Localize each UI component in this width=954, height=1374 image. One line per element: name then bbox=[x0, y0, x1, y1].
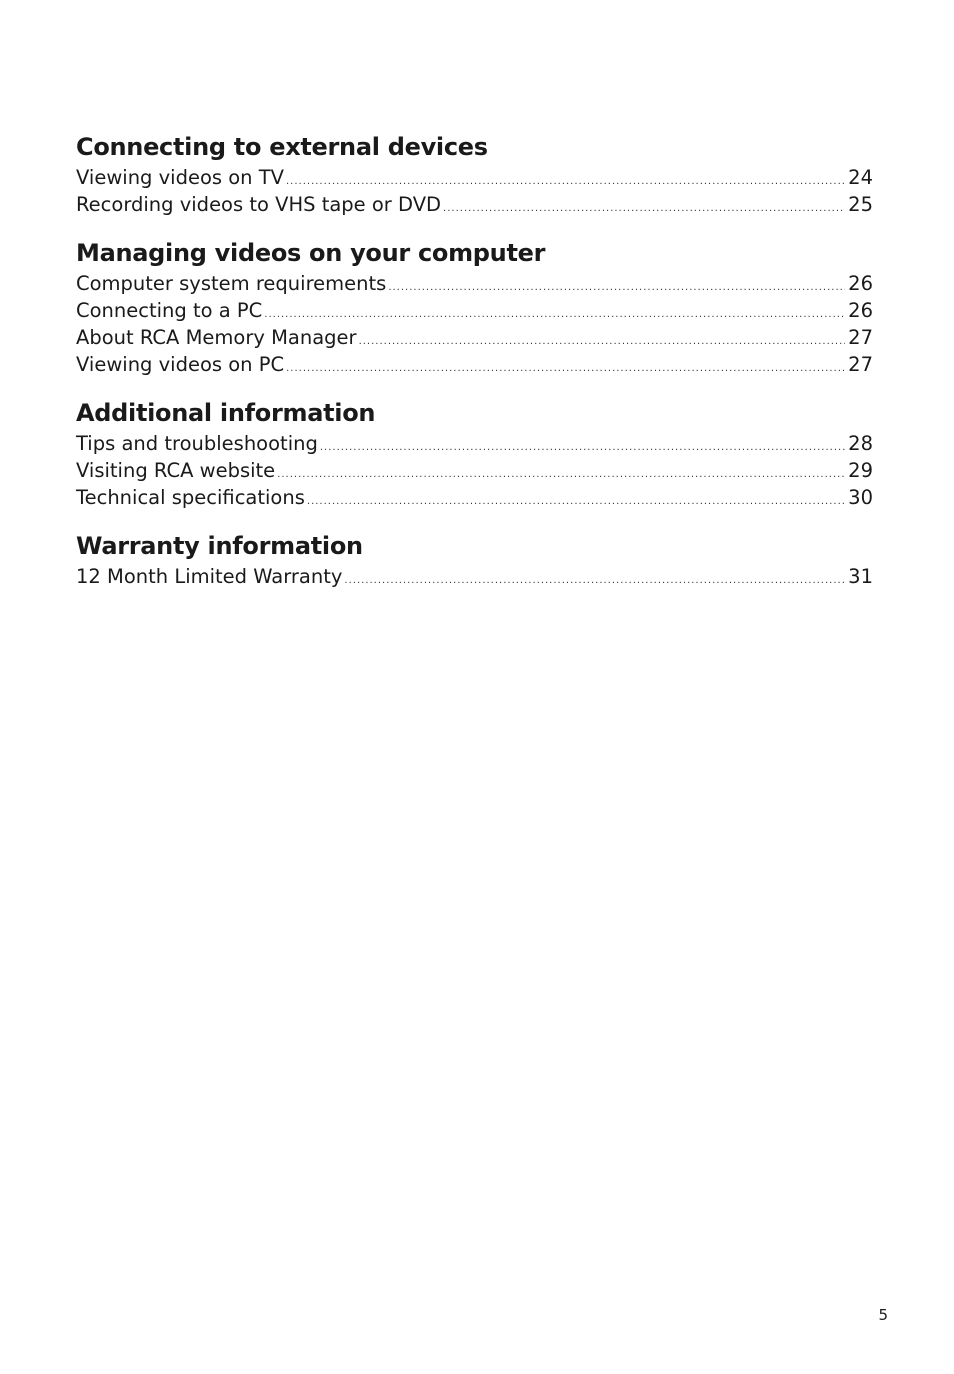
toc-entry[interactable] bbox=[76, 297, 873, 324]
dot-leader bbox=[320, 443, 845, 453]
toc-entry-label: Recording videos to VHS tape or DVD bbox=[76, 193, 442, 216]
toc-section-additional-information bbox=[76, 396, 873, 511]
toc-entry-page: 31 bbox=[848, 565, 873, 588]
toc-entry-label: Technical specifications bbox=[76, 486, 305, 509]
dot-leader bbox=[344, 576, 845, 586]
dot-leader bbox=[286, 177, 845, 187]
dot-leader bbox=[264, 310, 845, 320]
toc-entry[interactable] bbox=[76, 270, 873, 297]
toc-entry-page: 27 bbox=[848, 326, 873, 349]
section-title: Connecting to external devices bbox=[76, 133, 488, 161]
dot-leader bbox=[443, 204, 845, 214]
dot-leader bbox=[277, 470, 845, 480]
dot-leader bbox=[307, 497, 845, 507]
toc-entry-page: 27 bbox=[848, 353, 873, 376]
toc-section-external-devices bbox=[76, 130, 873, 218]
toc-entry-page: 25 bbox=[848, 193, 873, 216]
toc-entry-label: Viewing videos on TV bbox=[76, 166, 284, 189]
toc-entry[interactable] bbox=[76, 563, 873, 590]
section-title: Managing videos on your computer bbox=[76, 239, 546, 267]
toc-entry-page: 26 bbox=[848, 272, 873, 295]
toc-entry-label: Tips and troubleshooting bbox=[76, 432, 318, 455]
toc-entry[interactable] bbox=[76, 191, 873, 218]
toc-entry-label: 12 Month Limited Warranty bbox=[76, 565, 343, 588]
toc-entry-page: 24 bbox=[848, 166, 873, 189]
section-title: Additional information bbox=[76, 399, 376, 427]
toc-entry-page: 29 bbox=[848, 459, 873, 482]
toc-entry-page: 26 bbox=[848, 299, 873, 322]
table-of-contents bbox=[76, 130, 873, 608]
toc-entry[interactable] bbox=[76, 324, 873, 351]
page-number: 5 bbox=[878, 1306, 888, 1324]
toc-entry-page: 30 bbox=[848, 486, 873, 509]
toc-entry-label: Visiting RCA website bbox=[76, 459, 276, 482]
toc-section-managing-videos bbox=[76, 236, 873, 378]
toc-entry[interactable] bbox=[76, 484, 873, 511]
toc-entry-label: Connecting to a PC bbox=[76, 299, 263, 322]
toc-entry[interactable] bbox=[76, 164, 873, 191]
section-title: Warranty information bbox=[76, 532, 363, 560]
dot-leader bbox=[286, 364, 845, 374]
toc-entry-label: Computer system requirements bbox=[76, 272, 387, 295]
dot-leader bbox=[388, 283, 845, 293]
toc-entry[interactable] bbox=[76, 351, 873, 378]
dot-leader bbox=[359, 337, 846, 347]
toc-entry[interactable] bbox=[76, 457, 873, 484]
toc-entry-label: Viewing videos on PC bbox=[76, 353, 285, 376]
toc-section-warranty-information bbox=[76, 529, 873, 590]
toc-entry-page: 28 bbox=[848, 432, 873, 455]
toc-entry-label: About RCA Memory Manager bbox=[76, 326, 357, 349]
toc-entry[interactable] bbox=[76, 430, 873, 457]
